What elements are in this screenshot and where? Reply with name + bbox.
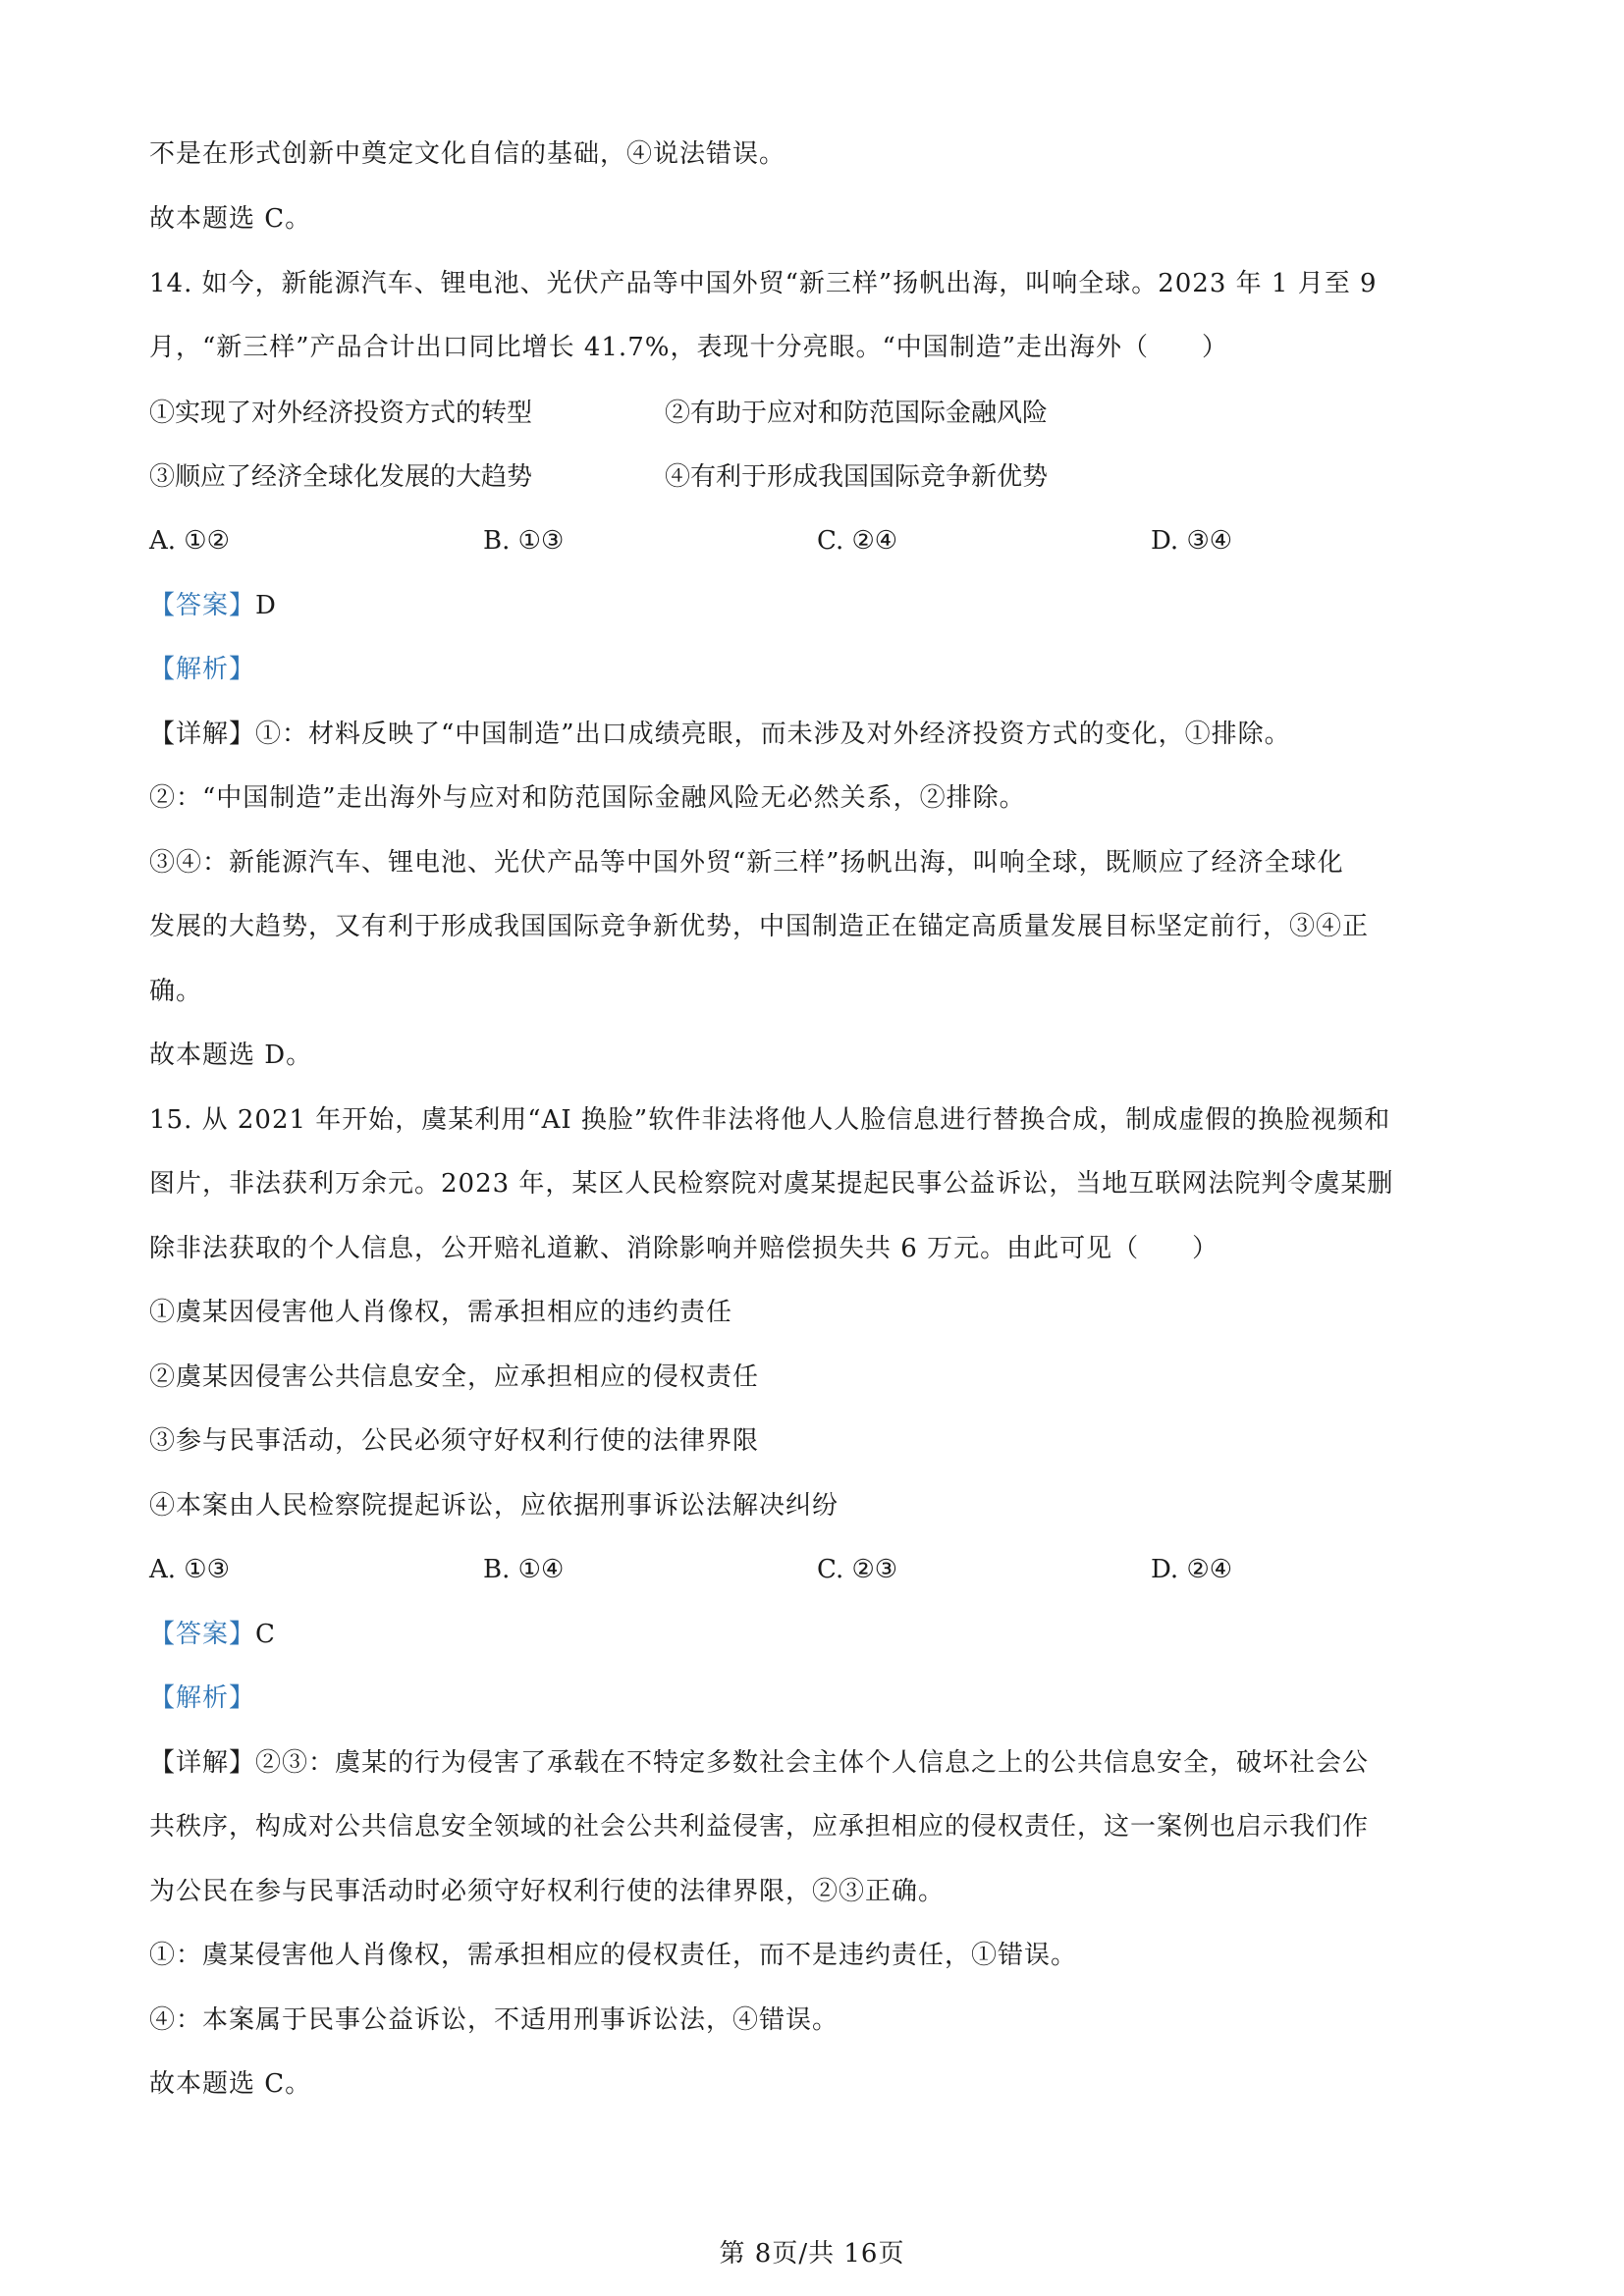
q15-answer-tag: 【答案】: [149, 1620, 256, 1649]
q15-item-1: ①虞某因侵害他人肖像权，需承担相应的违约责任: [149, 1298, 733, 1327]
q15-answer-value: C: [255, 1620, 276, 1649]
q15-detail-line1: [149, 1743, 1369, 1783]
q15-option-d: D. ②④: [1151, 1555, 1233, 1584]
q14-option-b: B. ①③: [483, 526, 565, 556]
q15-stem-line2: 图片，非法获利万余元。2023 年，某区人民检察院对虞某提起民事公益诉讼，当地互联网法院判令虞某删: [149, 1169, 1394, 1199]
q15-detail-tag: 【详解】: [149, 1748, 256, 1778]
q15-detail-line4: ①：虞某侵害他人肖像权，需承担相应的侵权责任，而不是违约责任，①错误。: [149, 1941, 1078, 1970]
q15-item-3: ③参与民事活动，公民必须守好权利行使的法律界限: [149, 1426, 760, 1456]
q15-detail-line2: 共秩序，构成对公共信息安全领域的社会公共利益侵害，应承担相应的侵权责任，这一案例也启示我们作: [149, 1812, 1370, 1842]
q14-item-2: ②有助于应对和防范国际金融风险: [665, 399, 1049, 428]
q15-conclusion: 故本题选 C。: [149, 2069, 312, 2099]
q15-detail-text1: ②③：虞某的行为侵害了承载在不特定多数社会主体个人信息之上的公共信息安全，破坏社会公: [255, 1748, 1370, 1778]
q15-item-4: ④本案由人民检察院提起诉讼，应依据刑事诉讼法解决纠纷: [149, 1491, 839, 1521]
q14-detail-line5: 确。: [149, 977, 203, 1006]
q14-detail-line4: 发展的大趋势，又有利于形成我国国际竞争新优势，中国制造正在锚定高质量发展目标坚定前行，③④正: [149, 912, 1370, 941]
q15-option-b: B. ①④: [483, 1555, 565, 1584]
document-page: [149, 0, 1494, 2296]
q14-option-d: D. ③④: [1151, 526, 1233, 556]
q15-stem-line1: 15. 从 2021 年开始，虞某利用“AI 换脸”软件非法将他人人脸信息进行替换合成，制成虚假的换脸视频和: [149, 1105, 1391, 1135]
q14-analysis-tag: 【解析】: [149, 655, 256, 684]
q15-stem-line3: 除非法获取的个人信息，公开赔礼道歉、消除影响并赔偿损失共 6 万元。由此可见（ ）: [149, 1234, 1219, 1263]
prev-analysis-line: 不是在形式创新中奠定文化自信的基础，④说法错误。: [149, 139, 786, 169]
q14-detail-line2: ②：“中国制造”走出海外与应对和防范国际金融风险无必然关系，②排除。: [149, 783, 1026, 813]
q14-detail-line1: [149, 715, 1291, 754]
q14-detail-tag: 【详解】: [149, 720, 256, 749]
q14-conclusion: 故本题选 D。: [149, 1041, 313, 1070]
q15-item-2: ②虞某因侵害公共信息安全，应承担相应的侵权责任: [149, 1362, 760, 1392]
q15-option-a: A. ①③: [149, 1555, 230, 1584]
q15-analysis-tag: 【解析】: [149, 1683, 256, 1713]
q14-item-3: ③顺应了经济全球化发展的大趋势: [149, 462, 533, 492]
q15-answer: [149, 1615, 276, 1654]
q14-answer-value: D: [255, 591, 277, 620]
page-footer: 第 8页/共 16页: [719, 2239, 905, 2269]
q14-detail-text1: ①：材料反映了“中国制造”出口成绩亮眼，而未涉及对外经济投资方式的变化，①排除。: [255, 720, 1291, 749]
q15-option-c: C. ②③: [817, 1555, 898, 1584]
q14-item-1: ①实现了对外经济投资方式的转型: [149, 399, 533, 428]
q15-detail-line5: ④：本案属于民事公益诉讼，不适用刑事诉讼法，④错误。: [149, 2005, 839, 2035]
q14-detail-line3: ③④：新能源汽车、锂电池、光伏产品等中国外贸“新三样”扬帆出海，叫响全球，既顺应了经济全球化: [149, 848, 1344, 878]
q15-detail-line3: 为公民在参与民事活动时必须守好权利行使的法律界限，②③正确。: [149, 1877, 946, 1906]
q14-answer-tag: 【答案】: [149, 591, 256, 620]
q14-stem-line1: 14. 如今，新能源汽车、锂电池、光伏产品等中国外贸“新三样”扬帆出海，叫响全球。2023 年 1 月至 9: [149, 269, 1378, 298]
q14-option-a: A. ①②: [149, 526, 230, 556]
q14-option-c: C. ②④: [817, 526, 898, 556]
q14-item-4: ④有利于形成我国国际竞争新优势: [665, 462, 1049, 492]
q14-stem-line2: 月，“新三样”产品合计出口同比增长 41.7%，表现十分亮眼。“中国制造”走出海外（ ）: [149, 333, 1229, 362]
q14-answer: [149, 586, 277, 625]
prev-conclusion: 故本题选 C。: [149, 204, 312, 234]
